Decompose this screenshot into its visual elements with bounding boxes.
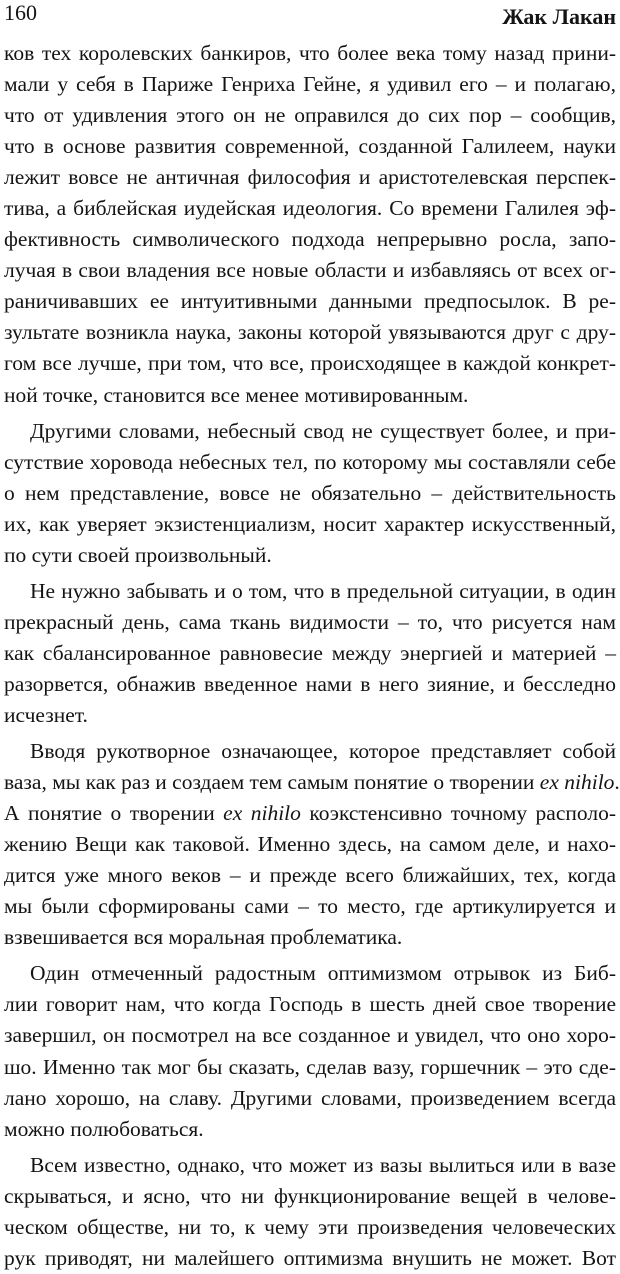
running-head: Жак Лакан [502, 4, 616, 29]
text-line: разорвется, обнажив введенное нами в него зияние, и бесследно [4, 671, 616, 696]
text-line: шо. Именно так мог бы сказать, сделав вазу, горшечник – это сде- [4, 1054, 616, 1079]
text-line: Не нужно забывать и о том, что в предельной ситуации, в один [30, 578, 616, 603]
text-line: прекрасный день, сама ткань видимости – то, что рисуется нам [4, 609, 616, 634]
paragraph [4, 576, 616, 731]
page-number: 160 [4, 0, 37, 25]
paragraph [4, 416, 616, 571]
text-line: рук приводят, ни малейшего оптимизма внушить не может. Вот [4, 1245, 616, 1270]
text-line: А понятие о творении ex nihilo коэкстенсивно точному располо- [4, 801, 616, 826]
text-line: фективность символического подхода непрерывно росла, запо- [4, 227, 616, 252]
text-line: лано хорошо, на славу. Другими словами, произведением всегда [4, 1085, 616, 1110]
latin-term: ex nihilo [539, 770, 615, 795]
body-text [4, 38, 620, 1274]
text-line: что от удивления этого он не оправился до сих пор – сообщив, [4, 103, 616, 128]
text-line: как сбалансированное равновесие между энергией и материей – [4, 640, 616, 665]
text-line: ваза, мы как раз и создаем тем самым понятие о творении ex nihilo. [4, 770, 620, 795]
text-line: Один отмеченный радостным оптимизмом отрывок из Биб- [30, 961, 616, 986]
text-line: по сути своей произвольный. [4, 542, 272, 567]
text-line: мали у себя в Париже Генриха Гейне, я удивил его – и полагаю, [4, 72, 616, 97]
text-line: Всем известно, однако, что может из вазы вылиться или в вазе [30, 1152, 616, 1177]
text-line: скрываться, и ясно, что ни функционирование вещей в челове- [4, 1183, 616, 1208]
text-line: раничивавших ее интуитивными данными предпосылок. В ре- [4, 289, 616, 314]
text-line: взвешивается вся моральная проблематика. [4, 925, 403, 950]
paragraph [4, 1150, 616, 1274]
paragraph [4, 736, 620, 953]
text-line: исчезнет. [4, 702, 88, 727]
text-line: ков тех королевских банкиров, что более века тому назад прини- [4, 41, 616, 65]
text-line: Другими словами, небесный свод не существует более, и при- [30, 418, 616, 443]
text-line: о нем представление, вовсе не обязательно – действительность [4, 480, 616, 505]
text-line: можно полюбоваться. [4, 1116, 204, 1141]
text-line: Вводя рукотворное означающее, которое представляет собой [30, 739, 616, 764]
text-line: лежит вовсе не античная философия и аристотелевская перспек- [4, 165, 616, 190]
latin-term: ex nihilo [223, 801, 301, 826]
text-line: ческом обществе, ни то, к чему эти произведения человеческих [4, 1214, 616, 1239]
paragraph [4, 38, 616, 411]
text-line: завершил, он посмотрел на все созданное и увидел, что оно хоро- [4, 1023, 616, 1048]
paragraph [4, 958, 616, 1144]
text-line: гом все лучше, при том, что все, происходящее в каждой конкрет- [4, 351, 616, 376]
text-line: тива, а библейская иудейская идеология. Со времени Галилея эф- [4, 196, 616, 221]
text-line: сутствие хоровода небесных тел, по которому мы составляли себе [4, 449, 616, 474]
text-line: их, как уверяет экзистенциализм, носит характер искусственный, [4, 511, 616, 536]
text-line: дится уже много веков – и прежде всего ближайших, тех, когда [4, 863, 616, 888]
text-line: что в основе развития современной, созданной Галилеем, науки [4, 134, 616, 159]
text-line: мы были сформированы сами – то место, где артикулируется и [4, 894, 616, 919]
text-line: зультате возникла наука, законы которой увязываются друг с дру- [4, 320, 616, 345]
text-line: лии говорит нам, что когда Господь в шесть дней свое творение [4, 992, 616, 1017]
text-line: лучая в свои владения все новые области и избавляясь от всех ог- [4, 258, 616, 283]
text-line: ной точке, становится все менее мотивированным. [4, 382, 469, 407]
text-line: жению Вещи как таковой. Именно здесь, на самом деле, и нахо- [4, 832, 616, 857]
